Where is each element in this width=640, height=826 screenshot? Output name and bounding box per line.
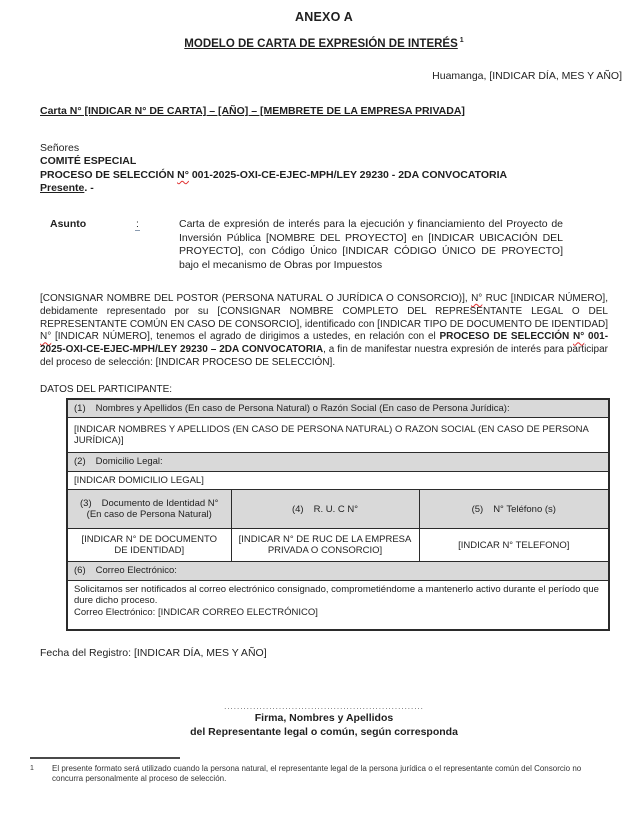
- body-segment-numero: N°: [471, 293, 483, 305]
- signature-caption-line2: del Representante legal o común, según corresponda: [190, 725, 458, 738]
- row1-header-cell: (1) Nombres y Apellidos (En caso de Persona Natural) o Razón Social (En caso de Persona Jurídica):: [67, 399, 609, 418]
- signature-dotted-line: ..............................................................: [224, 701, 424, 711]
- addressee-block: [40, 142, 608, 196]
- body-segment: , a fin de manifestar nuestra expresión de interés para participar del proceso de selección: [INDICAR PROCESO DE SELECCIÓN].: [40, 344, 608, 368]
- correo-header-cell: (6) Correo Electrónico:: [67, 562, 609, 581]
- doc-identidad-header-cell: (3) Documento de Identidad N° (En caso de Persona Natural): [67, 490, 231, 529]
- body-segment-numero: N°: [40, 331, 52, 343]
- row2-value-cell: [INDICAR NOMBRES Y APELLIDOS (EN CASO DE PERSONA NATURAL) O RAZON SOCIAL (EN CASO DE PERSONA JURÍDICA)]: [67, 418, 609, 453]
- signature-caption-line1: Firma, Nombres y Apellidos: [254, 711, 394, 724]
- body-paragraph: [40, 293, 608, 370]
- table-row: [67, 453, 609, 472]
- document-subtitle: [40, 37, 608, 50]
- proceso-text-cont: 001-2025-OXI-CE-EJEC-MPH/LEY 29230 - 2DA CONVOCATORIA: [188, 168, 508, 181]
- addressee-presente: Presente. -: [40, 182, 94, 195]
- table-row: [67, 399, 609, 418]
- subject-text: Carta de expresión de interés para la ejecución y financiamiento del Proyecto de Inversión Pública [NOMBRE DEL PROYECTO] en [INDICAR UBICACIÓN DEL PROYECTO], con Código Único [INDICAR CÓDIGO ÚNICO DE PROYECTO] bajo el mecanismo de Obras por Impuestos: [179, 217, 563, 272]
- subject-colon: :: [136, 217, 139, 230]
- footnote-separator: [30, 757, 180, 759]
- participant-table: [66, 398, 610, 631]
- doc-identidad-value-cell: [INDICAR N° DE DOCUMENTO DE IDENTIDAD]: [67, 529, 231, 562]
- participant-heading: DATOS DEL PARTICIPANTE:: [40, 383, 173, 395]
- addressee-proceso: [40, 169, 608, 183]
- footnote-text: El presente formato será utilizado cuando la persona natural, el representante legal de la persona jurídica o el representante común del Consorcio no concurra personalmente al proceso de selección.: [52, 763, 582, 784]
- correo-value-cell: [67, 580, 609, 630]
- proceso-text: PROCESO DE SELECCIÓN: [40, 168, 178, 181]
- footnote-ref: 1: [30, 764, 34, 772]
- table-row: [67, 471, 609, 490]
- row3-header-cell: (2) Domicilio Legal:: [67, 453, 609, 472]
- addressee-senores: Señores: [40, 141, 80, 154]
- body-segment-proceso-cont: 001-2025-OXI-CE-EJEC-MPH/LEY 29230 – 2DA CONVOCATORIA: [40, 331, 609, 356]
- dateline: Huamanga, [INDICAR DÍA, MES Y AÑO]: [432, 69, 622, 82]
- table-row: [67, 529, 609, 562]
- signature-block: [40, 703, 608, 739]
- subject-label: Asunto: [50, 217, 87, 230]
- body-segment: RUC [INDICAR NÚMERO], debidamente representado por su [CONSIGNAR NOMBRE COMPLETO DEL REPRESENTANTE LEGAL O DEL REPRESENTANTE COMÚN EN CASO DE CONSORCIO], identificado con [INDICAR TIPO DE DOCUMENTO DE IDENTIDAD]: [40, 293, 608, 330]
- registration-date: Fecha del Registro: [INDICAR DÍA, MES Y AÑO]: [40, 646, 267, 659]
- addressee-comite: COMITÉ ESPECIAL: [40, 155, 137, 168]
- subject-block: [40, 218, 608, 273]
- footnote-block: [30, 757, 608, 785]
- footnote-reference-mark: 1: [459, 37, 464, 44]
- table-row: [67, 562, 609, 581]
- table-row: [67, 580, 609, 630]
- telefono-header-cell: (5) N° Teléfono (s): [419, 490, 609, 529]
- body-segment: [INDICAR NÚMERO], tenemos el agrado de dirigimos a ustedes, en relación con el: [51, 331, 440, 343]
- ruc-value-cell: [INDICAR N° DE RUC DE LA EMPRESA PRIVADA O CONSORCIO]: [231, 529, 419, 562]
- body-segment-proceso-numero: N°: [573, 331, 585, 343]
- ruc-header-cell: (4) R. U. C N°: [231, 490, 419, 529]
- table-row: [67, 490, 609, 529]
- telefono-value-cell: [INDICAR N° TELEFONO]: [419, 529, 609, 562]
- row4-value-cell: [INDICAR DOMICILIO LEGAL]: [67, 471, 609, 490]
- document-title: ANEXO A: [295, 10, 353, 24]
- correo-notice-text: Solicitamos ser notificados al correo electrónico consignado, comprometiéndome a mantenerlo activo durante el período que dure dicho proceso.: [74, 583, 599, 607]
- proceso-numero: N°: [177, 168, 189, 181]
- body-segment: [CONSIGNAR NOMBRE DEL POSTOR (PERSONA NATURAL O JURÍDICA O CONSORCIO)],: [40, 293, 472, 305]
- table-row: [67, 418, 609, 453]
- body-segment-proceso: PROCESO DE SELECCIÓN: [439, 331, 574, 343]
- letter-number-line: Carta N° [INDICAR N° DE CARTA] – [AÑO] – [MEMBRETE DE LA EMPRESA PRIVADA]: [40, 104, 465, 117]
- correo-placeholder-text: Correo Electrónico: [INDICAR CORREO ELECTRÓNICO]: [74, 606, 318, 618]
- document-subtitle-text: MODELO DE CARTA DE EXPRESIÓN DE INTERÉS: [184, 37, 458, 50]
